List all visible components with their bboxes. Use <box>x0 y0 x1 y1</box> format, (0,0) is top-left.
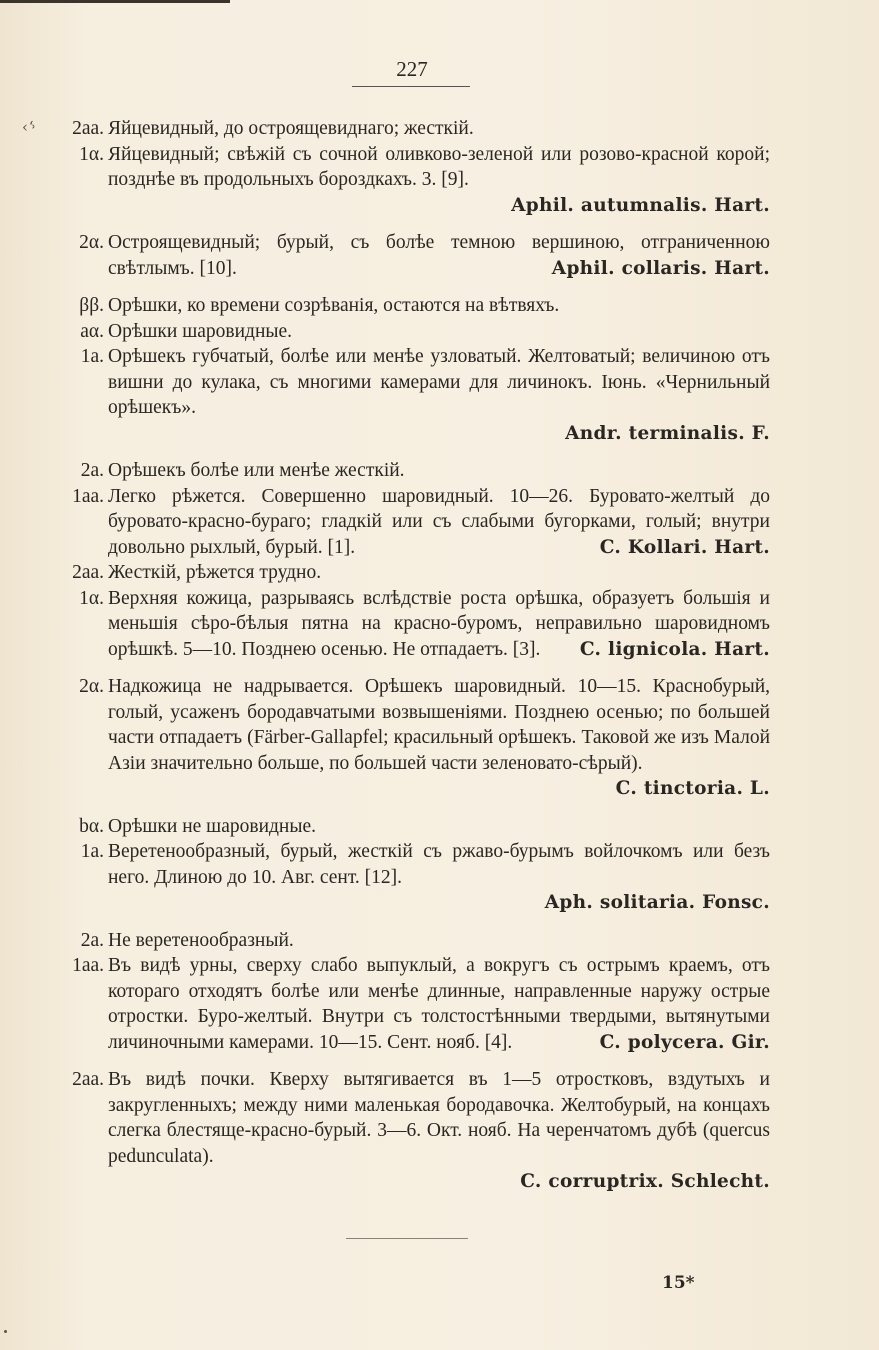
entry-marker: 2aa. <box>72 562 104 583</box>
entry-body: Орѣшекъ губчатый, болѣе или менѣе узловатый. Желтоватый; величиною отъ вишни до кулака, съ многими камерами для личинокъ. Іюнь. «Чернильный орѣшекъ». <box>108 346 770 418</box>
entry-body: Орѣшки, ко времени созрѣванія, остаются на вѣтвяхъ. <box>108 295 560 316</box>
key-entry <box>40 293 770 319</box>
key-entries <box>40 116 770 1195</box>
entry-marker: 1aa. <box>72 955 104 976</box>
entry-body: Въ видѣ почки. Кверху вытягивается въ 1—5 отростковъ, вздутыхъ и закругленныхъ; между ними маленькая бородавочка. Желтобурый, на концахъ слегка блестяще-красно-бурый. 3—6. Окт. нояб. На черенчатомъ дубѣ (quercus pedunculata). <box>108 1069 770 1167</box>
entry-marker: 2a. <box>80 460 104 481</box>
species-name: C. tinctoria. L. <box>615 778 770 799</box>
entry-text <box>108 230 770 281</box>
species-name: Aphil. collaris. Hart. <box>551 257 770 279</box>
entry-body: Въ видѣ урны, сверху слабо выпуклый, а вокругъ съ острымъ краемъ, отъ котораго отходятъ болѣе или менѣе длинные, направленные наружу острые отростки. Буро-желтый. Внутри съ толстостѣнными твердыми, вытянутыми личиночными камерами. 10—15. Сент. нояб. [4]. <box>108 955 770 1053</box>
entry-marker: 1a. <box>80 841 104 862</box>
key-entry <box>40 839 770 916</box>
entry-marker: 2a. <box>80 929 104 951</box>
species-name: Aphil. autumnalis. Hart. <box>511 194 770 216</box>
entry-body: Орѣшекъ болѣе или менѣе жесткій. <box>108 460 405 481</box>
key-entry <box>40 674 770 802</box>
entry-body: Жесткій, рѣжется трудно. <box>108 562 322 583</box>
entry-body: Остроящевидный; бурый, съ болѣе темною вершиною, отграниченною свѣтлымъ. [10]. <box>108 232 770 279</box>
entry-marker: 2aa. <box>72 1069 104 1090</box>
entry-text <box>108 928 770 954</box>
key-entry <box>40 560 770 586</box>
entry-text <box>108 458 770 484</box>
entry-gap <box>40 446 770 458</box>
entry-body: Орѣшки не шаровидные. <box>108 815 316 837</box>
entry-gap <box>40 281 770 293</box>
entry-body: Орѣшки шаровидные. <box>108 320 293 342</box>
species-name: C. lignicola. Hart. <box>579 638 770 660</box>
entry-gap <box>40 916 770 928</box>
page-number-rule <box>352 86 470 87</box>
edge-dot <box>4 1330 7 1333</box>
entry-text <box>108 319 770 345</box>
signature-mark: 15* <box>662 1273 695 1293</box>
key-entry <box>40 814 770 840</box>
key-entry <box>40 458 770 484</box>
entry-text <box>108 953 770 1055</box>
entry-marker: 1aa. <box>72 485 104 507</box>
entry-marker: 2aa. <box>72 118 104 139</box>
entry-text <box>108 560 770 586</box>
key-entry <box>40 230 770 281</box>
entry-marker: 1α. <box>79 587 104 609</box>
entry-body: Яйцевидный, до остроящевиднаго; жесткій. <box>108 118 474 139</box>
key-entry <box>40 484 770 561</box>
entry-marker: aα. <box>80 320 104 342</box>
entry-text <box>108 586 770 663</box>
species-name: C. corruptrix. Schlecht. <box>520 1171 770 1192</box>
top-rule <box>0 0 230 3</box>
entry-marker: 1α. <box>79 143 104 165</box>
key-entry <box>40 116 770 142</box>
key-entry <box>40 142 770 219</box>
bottom-rule <box>346 1238 468 1239</box>
entry-text <box>108 293 770 319</box>
key-entry <box>40 319 770 345</box>
entry-text <box>108 484 770 561</box>
key-entry <box>40 344 770 446</box>
species-name: C. polycera. Gir. <box>599 1031 770 1053</box>
entry-marker: bα. <box>79 815 104 837</box>
entry-text <box>108 142 770 193</box>
entry-text <box>108 839 770 890</box>
entry-gap <box>40 802 770 814</box>
entry-gap <box>40 662 770 674</box>
species-name: C. Kollari. Hart. <box>599 536 770 558</box>
entry-text <box>108 116 770 142</box>
species-name: Aph. solitaria. Fonsc. <box>544 892 770 913</box>
key-entry <box>40 928 770 954</box>
entry-body: Яйцевидный; свѣжій съ сочной оливково-зеленой или розово-красной корой; позднѣе въ продольныхъ бороздкахъ. 3. [9]. <box>108 143 770 190</box>
entry-marker: 1a. <box>80 346 104 367</box>
entry-body: Надкожица не надрывается. Орѣшекъ шаровидный. 10—15. Краснобурый, голый, усаженъ бородавчатыми возвышеніями. Позднею осенью; по большей части отпадаетъ (Färber-Gallapfel; красильный орѣшекъ. Таковой же изъ Малой Азіи значительно больше, по большей части зеленовато-сѣрый). <box>108 676 770 774</box>
entry-body: Легко рѣжется. Совершенно шаровидный. 10—26. Буровато-желтый до буровато-красно-бураго; гладкій или съ слабыми бугорками, голый; внутри довольно рыхлый, бурый. [1]. <box>108 485 770 558</box>
species-name: Andr. terminalis. F. <box>565 422 770 444</box>
page-number: 227 <box>396 57 428 81</box>
entry-text <box>108 674 770 799</box>
entry-text <box>108 814 770 840</box>
entry-gap <box>40 1055 770 1067</box>
key-entry <box>40 586 770 663</box>
key-entry <box>40 953 770 1055</box>
entry-gap <box>40 218 770 230</box>
entry-body: Веретенообразный, бурый, жесткій съ ржаво-бурымъ войлочкомъ или безъ него. Длиною до 10. Авг. сент. [12]. <box>108 841 770 888</box>
entry-text <box>108 344 770 421</box>
key-entry <box>40 1067 770 1195</box>
entry-marker: 2α. <box>79 232 104 253</box>
entry-text <box>108 1067 770 1169</box>
entry-body: Верхняя кожица, разрываясь вслѣдствіе роста орѣшка, образуетъ большія и меньшія сѣро-бѣлыя пятна на красно-буромъ, неправильно шаровидномъ орѣшкѣ. 5—10. Позднею осенью. Не отпадаетъ. [3]. <box>108 587 770 660</box>
entry-body: Не веретенообразный. <box>108 929 294 951</box>
entry-marker: 2α. <box>79 676 104 697</box>
stray-mark: ‹ ʻ˒ <box>22 118 35 136</box>
entry-marker: ββ. <box>79 295 104 316</box>
